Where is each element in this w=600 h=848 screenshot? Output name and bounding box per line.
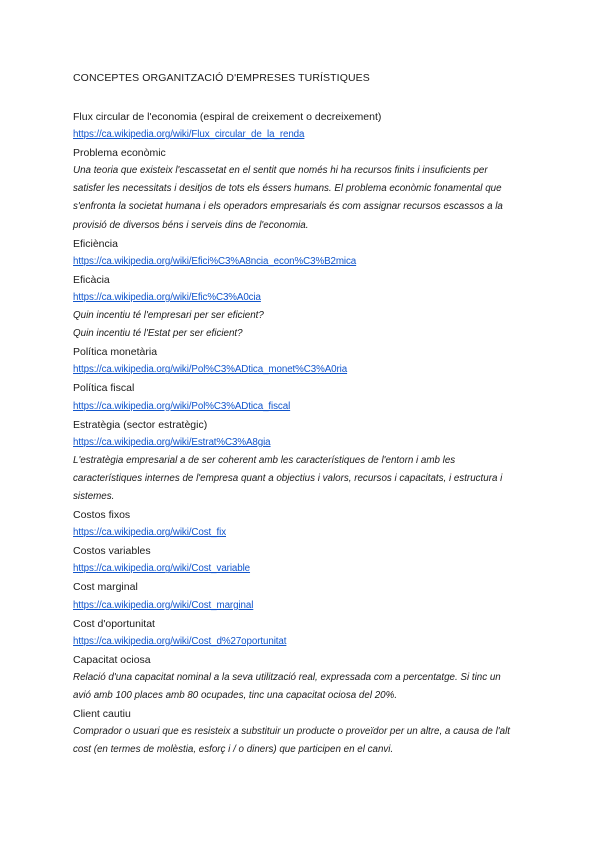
definition-text: cost (en termes de molèstia, esforç i / o diners) que participen en el canvi. [73,744,394,756]
section-heading: Eficàcia [73,273,110,286]
wikipedia-link[interactable]: https://ca.wikipedia.org/wiki/Efic%C3%A0cia [73,291,261,303]
definition-text: provisió de diversos béns i serveis dins de l'economia. [73,219,309,231]
wikipedia-link[interactable]: https://ca.wikipedia.org/wiki/Efici%C3%A8ncia_econ%C3%B2mica [73,255,357,267]
definition-text: Quin incentiu té l'empresari per ser eficient? [73,310,264,322]
section-heading: Costos variables [73,545,151,558]
definition-text: Una teoria que existeix l'escassetat en el sentit que només hi ha recursos finits i insuficients per [73,165,488,177]
wikipedia-link[interactable]: https://ca.wikipedia.org/wiki/Flux_circular_de_la_renda [73,129,305,141]
section-heading: Política fiscal [73,382,135,395]
wikipedia-link[interactable]: https://ca.wikipedia.org/wiki/Cost_d%27oportunitat [73,635,287,647]
definition-text: satisfer les necessitats i desitjos de tots els éssers humans. El problema econòmic fonamental que [73,183,502,195]
section-heading: Cost d'oportunitat [73,617,155,630]
wikipedia-link[interactable]: https://ca.wikipedia.org/wiki/Cost_fix [73,527,227,539]
definition-text: sistemes. [73,490,115,502]
definition-text: L'estratègia empresarial a de ser coherent amb les característiques de l'entorn i amb les [73,454,456,466]
section-heading: Problema econòmic [73,147,166,160]
document-title: CONCEPTES ORGANITZACIÓ D'EMPRESES TURÍSTIQUES [73,72,370,84]
definition-text: avió amb 100 places amb 80 ocupades, tinc una capacitat ociosa del 20%. [73,690,398,701]
section-heading: Flux circular de l'economia (espiral de creixement o decreixement) [73,111,382,123]
document-body [73,108,543,759]
wikipedia-link[interactable]: https://ca.wikipedia.org/wiki/Estrat%C3%A8gia [73,436,271,448]
wikipedia-link[interactable]: https://ca.wikipedia.org/wiki/Cost_variable [73,563,251,575]
definition-text: Quin incentiu té l'Estat per ser eficient? [73,328,243,340]
section-heading: Estratègia (sector estratègic) [73,418,208,431]
section-heading: Capacitat ociosa [73,653,151,666]
definition-text: característiques internes de l'empresa quant a objectius i valors, recursos i capacitats, i estructura i [73,472,503,484]
wikipedia-link[interactable]: https://ca.wikipedia.org/wiki/Pol%C3%ADtica_monet%C3%A0ria [73,364,348,376]
definition-text: Relació d'una capacitat nominal a la seva utilització real, expressada com a percentatge. Si tinc un [73,671,501,683]
section-heading: Eficiència [73,237,118,250]
wikipedia-link[interactable]: https://ca.wikipedia.org/wiki/Cost_marginal [73,599,254,611]
definition-text: s'enfronta la societat humana i els operadors empresarials és com assignar recursos escassos a la [73,201,503,213]
section-heading: Costos fixos [73,509,131,522]
wikipedia-link[interactable]: https://ca.wikipedia.org/wiki/Pol%C3%ADtica_fiscal [73,400,291,412]
definition-text: Comprador o usuari que es resisteix a substituir un producte o proveïdor per un altre, a causa de l'alt [73,726,510,738]
section-heading: Política monetària [73,346,158,359]
section-heading: Client cautiu [73,708,131,721]
section-heading: Cost marginal [73,581,138,594]
